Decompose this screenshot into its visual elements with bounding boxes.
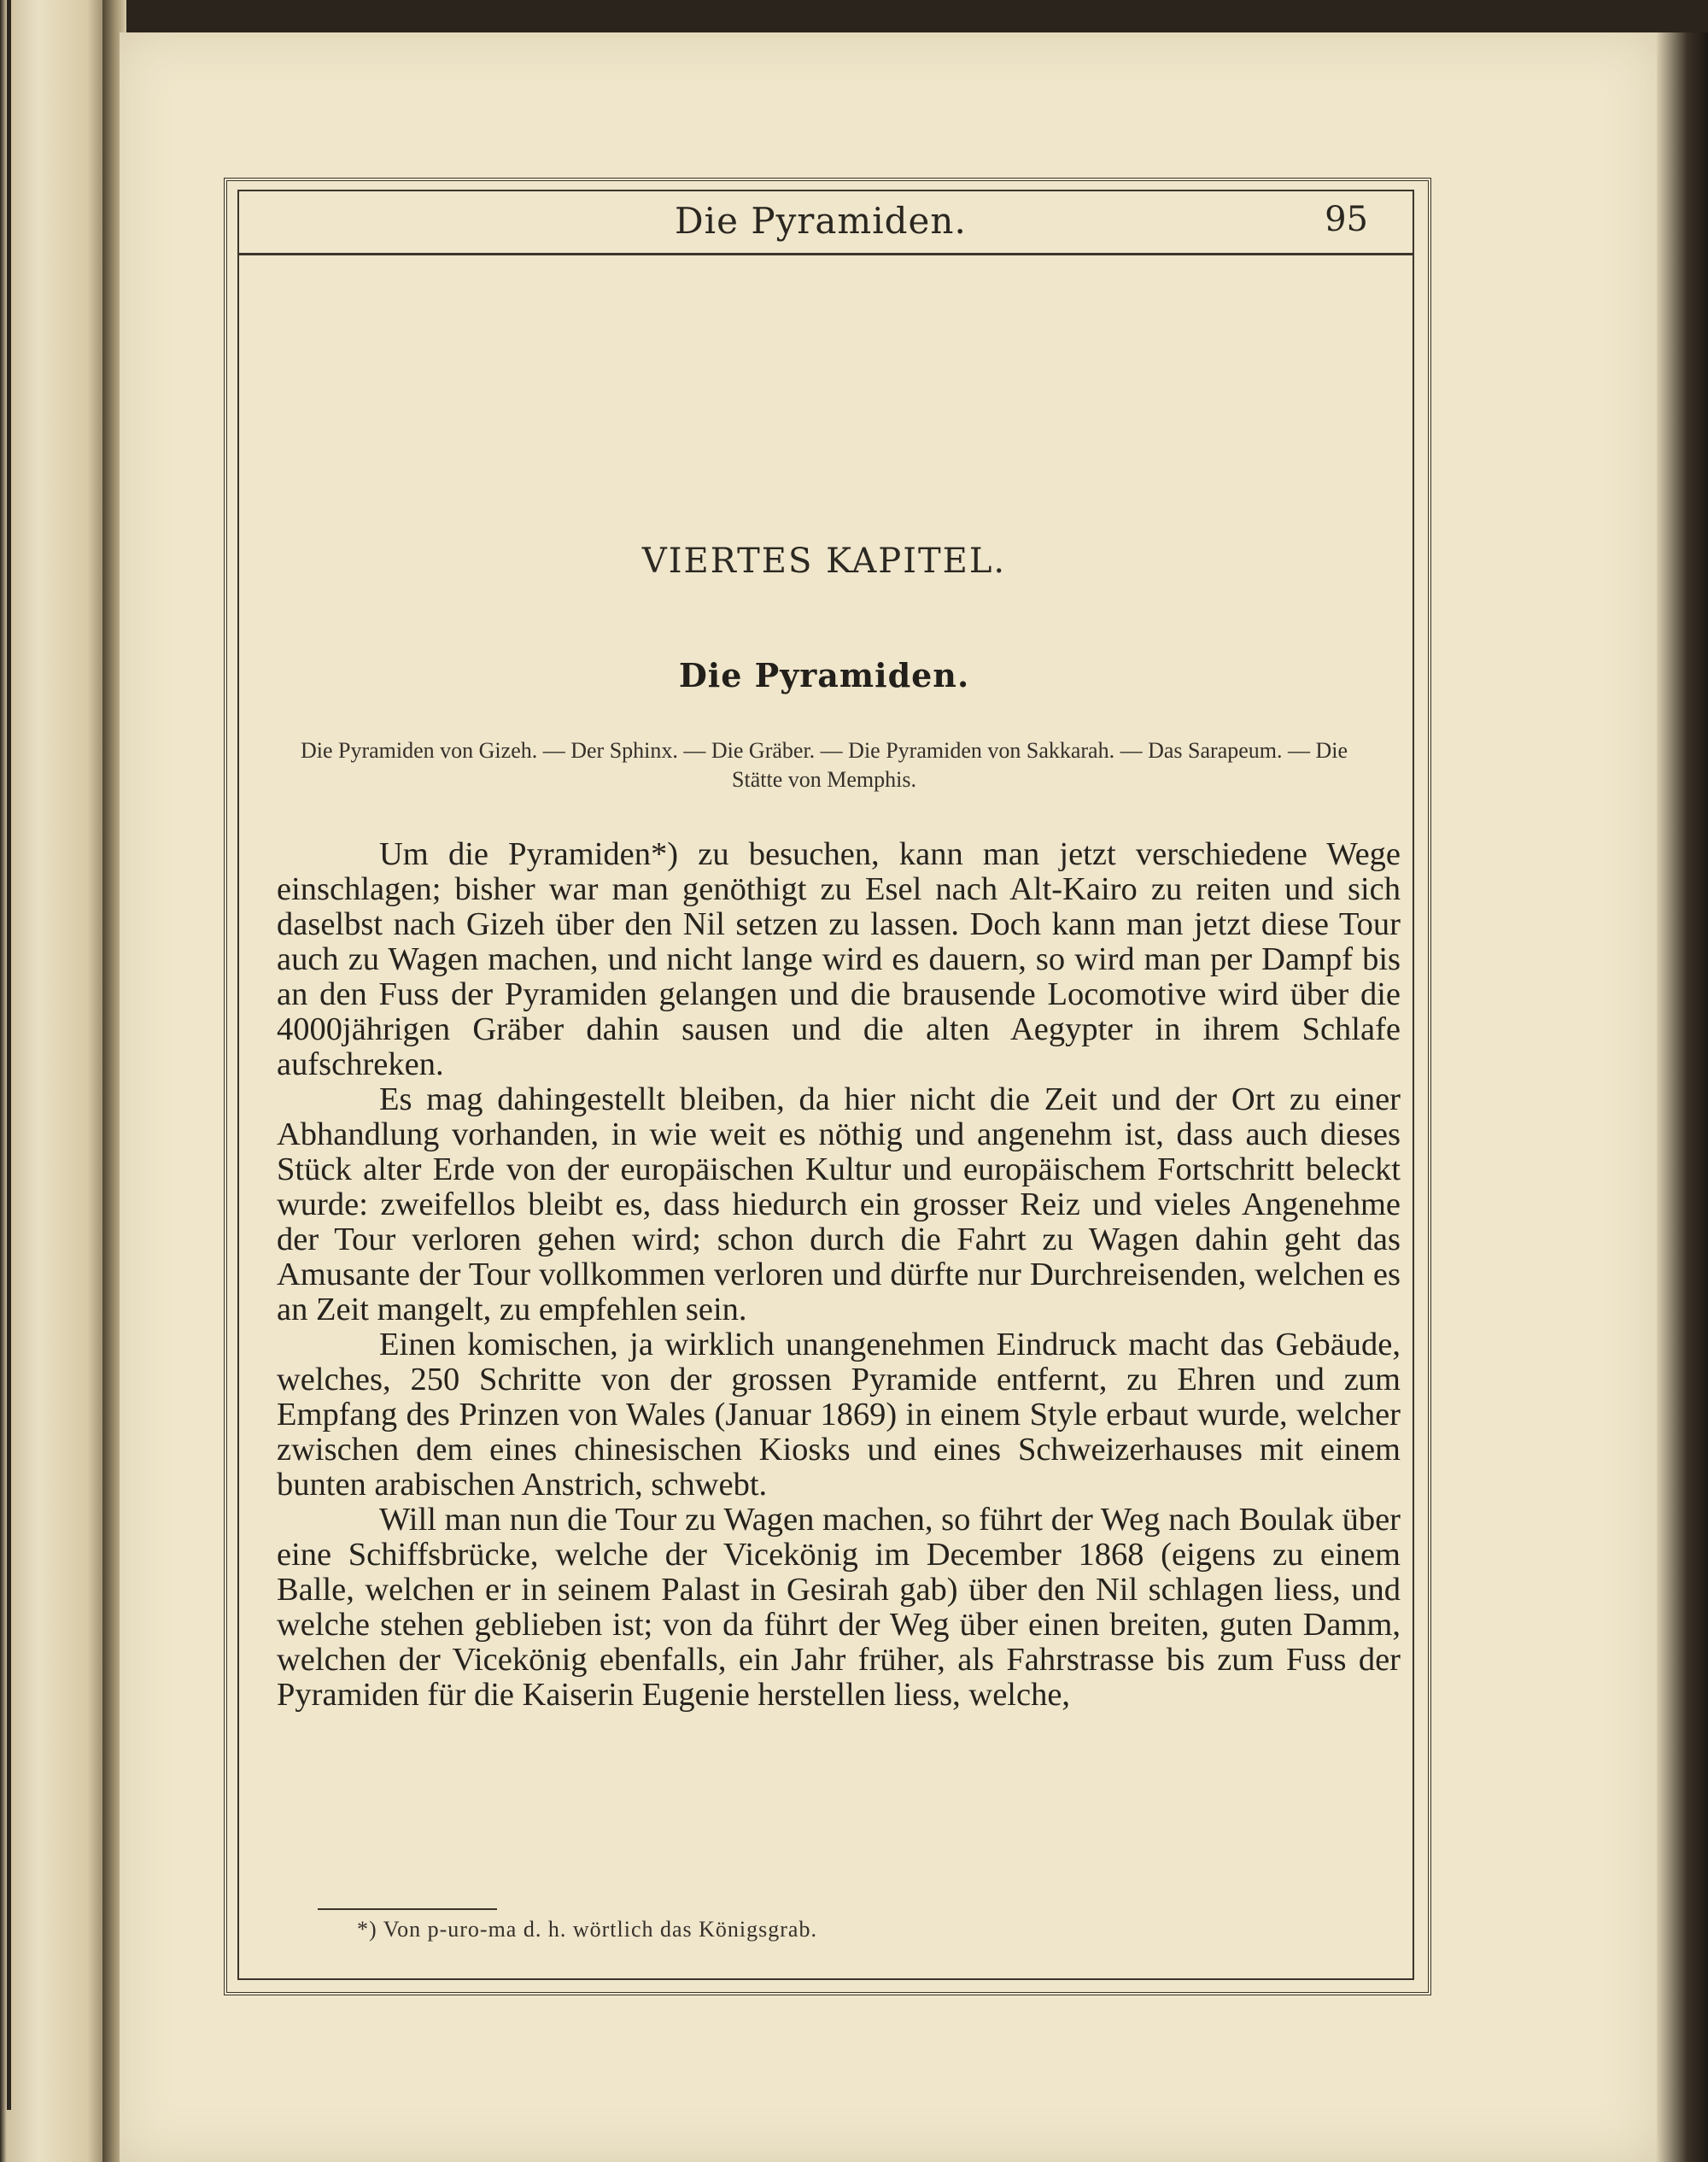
footnote: *) Von p-uro-ma d. h. wörtlich das Königsgrab. [357, 1917, 817, 1942]
left-page-edge [0, 0, 109, 2162]
paragraph: Einen komischen, ja wirklich unangenehmen Eindruck macht das Gebäude, welches, 250 Schritte von der grossen Pyramide entfernt, zu Ehren und zum Empfang des Prinzen von Wales (Januar 1869) in einem Style erbaut wurde, welcher zwischen dem eines chinesischen Kiosks und eines Schweizerhauses mit einem bunten arabischen Anstrich, schwebt. [277, 1327, 1401, 1503]
right-page-edge [1657, 32, 1708, 2162]
running-title: Die Pyramiden. [675, 200, 967, 242]
left-page-rule [7, 0, 11, 2110]
paragraph: Es mag dahingestellt bleiben, da hier nicht die Zeit und der Ort zu einer Abhandlung vorhanden, in wie weit es nöthig und angenehm ist, dass auch dieses Stück alter Erde von der europäischen Kultur und europäischem Fortschritt beleckt wurde: zweifellos bleibt es, dass hiedurch ein grosser Reiz und vieles Angenehme der Tour verloren gehen wird; schon durch die Fahrt zu Wagen dahin geht das Amusante der Tour vollkommen verloren und dürfte nur Durchreisenden, welchen es an Zeit mangelt, zu empfehlen sein. [277, 1081, 1401, 1327]
chapter-synopsis: Die Pyramiden von Gizeh. — Der Sphinx. — Die Gräber. — Die Pyramiden von Sakkarah. — Das Sarapeum. — Die Stätte von Memphis. [300, 738, 1348, 792]
chapter-label: VIERTES KAPITEL. [641, 542, 1007, 581]
paragraph: Um die Pyramiden*) zu besuchen, kann man jetzt verschiedene Wege einschlagen; bisher war man genöthigt zu Esel nach Alt-Kairo zu reiten und sich daselbst nach Gizeh über den Nil setzen zu lassen. Doch kann man jetzt diese Tour auch zu Wagen machen, und nicht lange wird es dauern, so wird man per Dampf bis an den Fuss der Pyramiden gelangen und die brausende Locomotive wird über die 4000jährigen Gräber dahin sausen und die alten Aegypter in ihrem Schlafe aufschreken. [277, 836, 1401, 1082]
body-text [277, 837, 1401, 1713]
top-shadow [120, 0, 1708, 32]
paragraph: Will man nun die Tour zu Wagen machen, so führt der Weg nach Boulak über eine Schiffsbrücke, welche der Vicekönig im December 1868 (eigens zu einem Balle, welchen er in seinem Palast in Gesirah gab) über den Nil schlagen liess, und welche stehen geblieben ist; von da führt der Weg über einen breiten, guten Damm, welchen der Vicekönig ebenfalls, ein Jahr früher, als Fahrstrasse bis zum Fuss der Pyramiden für die Kaiserin Eugenie herstellen liess, welche, [277, 1502, 1401, 1713]
chapter-title: Die Pyramiden. [678, 656, 970, 694]
running-head [237, 200, 1411, 251]
page-number: 95 [1325, 200, 1368, 239]
header-rule [237, 253, 1413, 255]
footnote-rule [318, 1908, 497, 1910]
